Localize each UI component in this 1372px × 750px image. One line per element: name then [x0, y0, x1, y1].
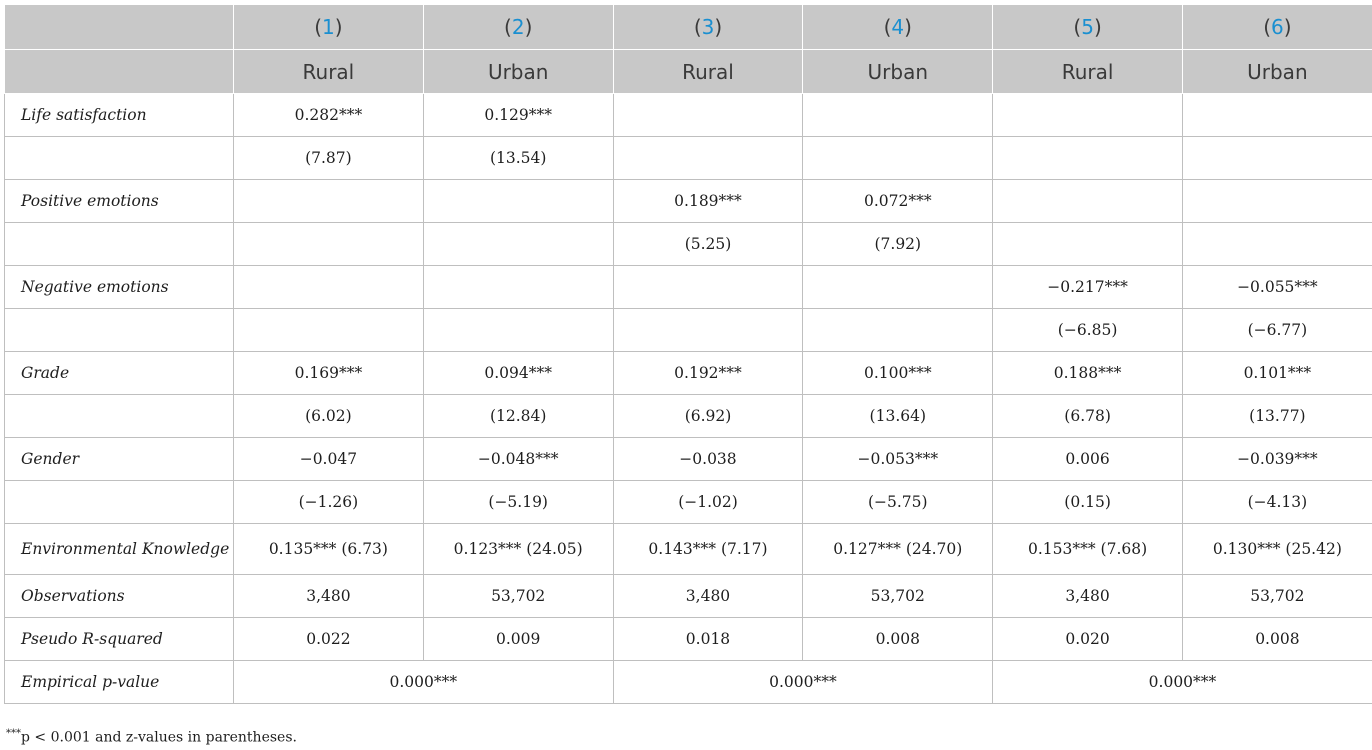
- table-cell: (−4.13): [1182, 481, 1372, 524]
- column-number: (2): [423, 5, 613, 50]
- column-label: Rural: [234, 50, 424, 94]
- header-corner: [5, 50, 234, 94]
- table-cell: [234, 223, 424, 266]
- table-row: [5, 223, 1372, 266]
- table-row: [5, 481, 1372, 524]
- table-cell: (13.77): [1182, 395, 1372, 438]
- table-row: [5, 180, 1372, 223]
- table-cell: 3,480: [613, 575, 803, 618]
- table-cell: (0.15): [993, 481, 1183, 524]
- table-cell: 0.143*** (7.17): [613, 524, 803, 575]
- table-cell: (7.87): [234, 137, 424, 180]
- table-cell: −0.048***: [423, 438, 613, 481]
- table-cell: 0.189***: [613, 180, 803, 223]
- table-cell: [1182, 223, 1372, 266]
- table-cell: 0.094***: [423, 352, 613, 395]
- table-row: [5, 352, 1372, 395]
- table-cell: 53,702: [803, 575, 993, 618]
- table-cell: 0.000***: [613, 661, 993, 704]
- header-row-numbers: [5, 5, 1372, 50]
- table-cell: [993, 94, 1183, 137]
- table-row: [5, 309, 1372, 352]
- table-cell: 0.169***: [234, 352, 424, 395]
- table-cell: −0.038: [613, 438, 803, 481]
- table-cell: 0.100***: [803, 352, 993, 395]
- table-cell: (13.54): [423, 137, 613, 180]
- table-cell: 0.006: [993, 438, 1183, 481]
- table-cell: [803, 137, 993, 180]
- table-cell: [803, 94, 993, 137]
- table-cell: (−1.26): [234, 481, 424, 524]
- table-cell: −0.039***: [1182, 438, 1372, 481]
- table-cell: 53,702: [423, 575, 613, 618]
- table-cell: (−6.85): [993, 309, 1183, 352]
- row-label: Life satisfaction: [5, 94, 234, 137]
- table-cell: (−5.19): [423, 481, 613, 524]
- footnote-stars: ***: [6, 728, 21, 739]
- row-label: Environmental Knowledge: [5, 524, 234, 575]
- table-cell: [803, 309, 993, 352]
- table-cell: 3,480: [993, 575, 1183, 618]
- table-cell: [1182, 94, 1372, 137]
- table-cell: −0.217***: [993, 266, 1183, 309]
- table-cell: 0.282***: [234, 94, 424, 137]
- table-cell: (6.02): [234, 395, 424, 438]
- table-row: [5, 266, 1372, 309]
- table-cell: 0.129***: [423, 94, 613, 137]
- column-number: (5): [993, 5, 1183, 50]
- table-cell: (6.92): [613, 395, 803, 438]
- table-row: [5, 524, 1372, 575]
- table-cell: [423, 223, 613, 266]
- table-cell: 0.000***: [993, 661, 1372, 704]
- table-cell: [803, 266, 993, 309]
- table-cell: [423, 266, 613, 309]
- column-number: (6): [1182, 5, 1372, 50]
- table-row: [5, 438, 1372, 481]
- table-cell: [613, 137, 803, 180]
- table-row: [5, 94, 1372, 137]
- row-label: [5, 395, 234, 438]
- row-label: [5, 223, 234, 266]
- table-cell: (−5.75): [803, 481, 993, 524]
- table-cell: [234, 266, 424, 309]
- column-label: Urban: [423, 50, 613, 94]
- table-cell: 53,702: [1182, 575, 1372, 618]
- row-label: Negative emotions: [5, 266, 234, 309]
- row-label: Empirical p-value: [5, 661, 234, 704]
- table-cell: 0.135*** (6.73): [234, 524, 424, 575]
- table-cell: −0.055***: [1182, 266, 1372, 309]
- column-number: (4): [803, 5, 993, 50]
- table-cell: (−1.02): [613, 481, 803, 524]
- table-cell: [993, 180, 1183, 223]
- row-label: [5, 137, 234, 180]
- row-label: Grade: [5, 352, 234, 395]
- table-cell: 0.008: [803, 618, 993, 661]
- table-cell: [1182, 137, 1372, 180]
- table-cell: [234, 180, 424, 223]
- table-cell: 0.072***: [803, 180, 993, 223]
- table-cell: 0.020: [993, 618, 1183, 661]
- table-cell: 0.000***: [234, 661, 614, 704]
- table-cell: [423, 180, 613, 223]
- header-row-labels: [5, 50, 1372, 94]
- regression-table: [4, 4, 1372, 704]
- table-row-empirical-p: [5, 661, 1372, 704]
- table-cell: 0.009: [423, 618, 613, 661]
- table-row: [5, 137, 1372, 180]
- table-cell: [613, 94, 803, 137]
- column-label: Rural: [613, 50, 803, 94]
- column-number: (3): [613, 5, 803, 50]
- table-cell: −0.047: [234, 438, 424, 481]
- table-cell: [613, 309, 803, 352]
- table-row: [5, 618, 1372, 661]
- footnote-text: p < 0.001 and z-values in parentheses.: [21, 729, 297, 746]
- row-label: [5, 481, 234, 524]
- table-cell: (6.78): [993, 395, 1183, 438]
- column-label: Urban: [803, 50, 993, 94]
- table-cell: 0.130*** (25.42): [1182, 524, 1372, 575]
- table-cell: 0.018: [613, 618, 803, 661]
- table-cell: 0.188***: [993, 352, 1183, 395]
- table-cell: −0.053***: [803, 438, 993, 481]
- table-cell: [613, 266, 803, 309]
- table-cell: 0.008: [1182, 618, 1372, 661]
- table-cell: 0.127*** (24.70): [803, 524, 993, 575]
- table-cell: 0.153*** (7.68): [993, 524, 1183, 575]
- table-cell: (7.92): [803, 223, 993, 266]
- table-row: [5, 575, 1372, 618]
- row-label: [5, 309, 234, 352]
- column-number: (1): [234, 5, 424, 50]
- table-cell: 3,480: [234, 575, 424, 618]
- table-row: [5, 395, 1372, 438]
- table-cell: 0.192***: [613, 352, 803, 395]
- table-cell: 0.123*** (24.05): [423, 524, 613, 575]
- table-cell: [993, 223, 1183, 266]
- table-cell: (13.64): [803, 395, 993, 438]
- row-label: Pseudo R-squared: [5, 618, 234, 661]
- table-cell: 0.022: [234, 618, 424, 661]
- table-cell: [234, 309, 424, 352]
- table-cell: (5.25): [613, 223, 803, 266]
- row-label: Observations: [5, 575, 234, 618]
- table-cell: [1182, 180, 1372, 223]
- header-corner: [5, 5, 234, 50]
- column-label: Rural: [993, 50, 1183, 94]
- table-cell: (12.84): [423, 395, 613, 438]
- table-cell: [993, 137, 1183, 180]
- table-footnote: [6, 728, 297, 746]
- table-cell: (−6.77): [1182, 309, 1372, 352]
- row-label: Gender: [5, 438, 234, 481]
- table-cell: [423, 309, 613, 352]
- column-label: Urban: [1182, 50, 1372, 94]
- row-label: Positive emotions: [5, 180, 234, 223]
- table-cell: 0.101***: [1182, 352, 1372, 395]
